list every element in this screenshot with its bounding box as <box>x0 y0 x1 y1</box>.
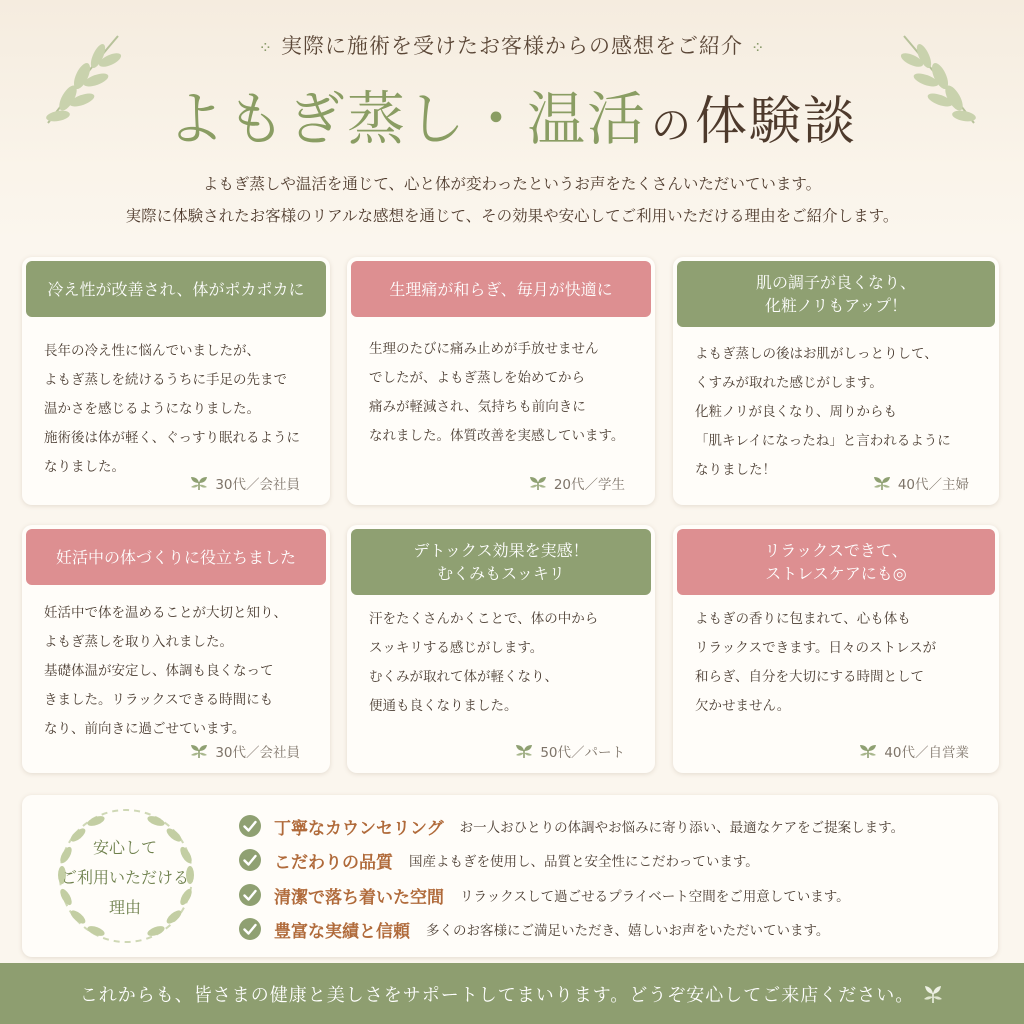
reason-title: 豊富な実績と信頼 <box>274 921 410 942</box>
page-title <box>0 72 1024 156</box>
testimonial-body: よもぎの香りに包まれて、心も体も リラックスできます。日々のストレスが 和らぎ、自分を大切にする時間として 欠かせません。 <box>695 611 937 714</box>
tagline <box>0 30 1024 60</box>
testimonial-body: 生理のたびに痛み止めが手放せません でしたが、よもぎ蒸しを始めてから 痛みが軽減され、気持ちも前向きに なれました。体質改善を実感しています。 <box>369 341 625 444</box>
author-label: 50代／パート <box>540 745 625 761</box>
testimonial-title: 冷え性が改善され、体がポカポカに <box>26 261 326 317</box>
author-label: 40代／自営業 <box>884 745 969 761</box>
reason-title: こだわりの品質 <box>274 852 393 873</box>
intro-line-2: 実際に体験されたお客様のリアルな感想を通じて、その効果や安心してご利用いただける理由をご紹介します。 <box>125 207 899 225</box>
title-main: よもぎ蒸し・温活 <box>166 85 647 153</box>
title-sub: 体験談 <box>695 92 858 152</box>
reason-item <box>238 812 904 840</box>
reason-desc: 国産よもぎを使用し、品質と安全性にこだわっています。 <box>409 854 759 870</box>
reason-title: 清潔で落ち着いた空間 <box>274 887 444 908</box>
testimonial-card <box>673 257 999 505</box>
reason-item <box>238 915 829 943</box>
testimonial-body: よもぎ蒸しの後はお肌がしっとりして、 くすみが取れた感じがします。 化粧ノリが良くなり、周りからも 「肌キレイになったね」と言われるように なりました！ <box>695 346 951 478</box>
author-label: 30代／会社員 <box>215 477 300 493</box>
sprout-icon <box>189 743 209 759</box>
reasons-badge: 安心して ご利用いただける 理由 <box>60 838 189 917</box>
testimonial-title: 妊活中の体づくりに役立ちました <box>26 529 326 585</box>
testimonial-author <box>528 473 625 493</box>
sparkle-icon: ⁘ <box>258 38 273 57</box>
title-particle: の <box>651 103 691 149</box>
testimonial-title: 肌の調子が良くなり、 化粧ノリもアップ！ <box>677 261 995 327</box>
intro-text <box>0 168 1024 232</box>
author-label: 30代／会社員 <box>215 745 300 761</box>
leaf-icon <box>922 984 944 1004</box>
reason-item <box>238 846 759 874</box>
testimonial-author <box>189 473 300 493</box>
check-circle-icon <box>238 848 262 872</box>
testimonial-body: 長年の冷え性に悩んでいましたが、 よもぎ蒸しを続けるうちに手足の先まで 温かさを感じるようになりました。 施術後は体が軽く、ぐっすり眠れるように なりました。 <box>44 343 300 475</box>
check-circle-icon <box>238 917 262 941</box>
hero-header <box>0 0 1024 245</box>
reason-title: 丁寧なカウンセリング <box>274 818 444 839</box>
author-label: 40代／主婦 <box>897 477 969 493</box>
sprout-icon <box>872 475 892 491</box>
testimonial-author <box>189 741 300 761</box>
testimonial-author <box>514 741 625 761</box>
testimonial-body: 妊活中で体を温めることが大切と知り、 よもぎ蒸しを取り入れました。 基礎体温が安定し、体調も良くなって きました。リラックスできる時間にも なり、前向きに過ごせています。 <box>44 605 287 737</box>
reason-item <box>238 881 850 909</box>
footer-message: これからも、皆さまの健康と美しさをサポートしてまいります。どうぞ安心してご来店ください。 <box>79 984 915 1006</box>
sparkle-icon: ⁘ <box>751 38 766 57</box>
testimonial-title: リラックスできて、 ストレスケアにも◎ <box>677 529 995 595</box>
author-label: 20代／学生 <box>553 477 625 493</box>
tagline-text: 実際に施術を受けたお客様からの感想をご紹介 <box>281 34 743 58</box>
check-circle-icon <box>238 883 262 907</box>
sprout-icon <box>514 743 534 759</box>
sprout-icon <box>189 475 209 491</box>
testimonial-body: 汗をたくさんかくことで、体の中から スッキリする感じがします。 むくみが取れて体が軽くなり、 便通も良くなりました。 <box>369 611 599 714</box>
sprout-icon <box>858 743 878 759</box>
reason-desc: 多くのお客様にご満足いただき、嬉しいお声をいただいています。 <box>426 923 830 939</box>
testimonial-title: デトックス効果を実感！ むくみもスッキリ <box>351 529 651 595</box>
intro-line-1: よもぎ蒸しや温活を通じて、心と体が変わったというお声をたくさんいただいています。 <box>202 175 822 193</box>
sprout-icon <box>528 475 548 491</box>
testimonial-author <box>858 741 969 761</box>
reason-desc: リラックスして過ごせるプライベート空間をご用意しています。 <box>460 889 850 905</box>
testimonial-card <box>347 525 655 773</box>
reasons-panel <box>22 795 998 957</box>
testimonial-card <box>22 525 330 773</box>
testimonial-card <box>673 525 999 773</box>
footer-banner <box>0 963 1024 1024</box>
testimonial-card <box>22 257 330 505</box>
testimonial-title: 生理痛が和らぎ、毎月が快適に <box>351 261 651 317</box>
testimonial-card <box>347 257 655 505</box>
reason-desc: お一人おひとりの体調やお悩みに寄り添い、最適なケアをご提案します。 <box>459 820 905 836</box>
check-circle-icon <box>238 814 262 838</box>
testimonial-author <box>872 473 969 493</box>
